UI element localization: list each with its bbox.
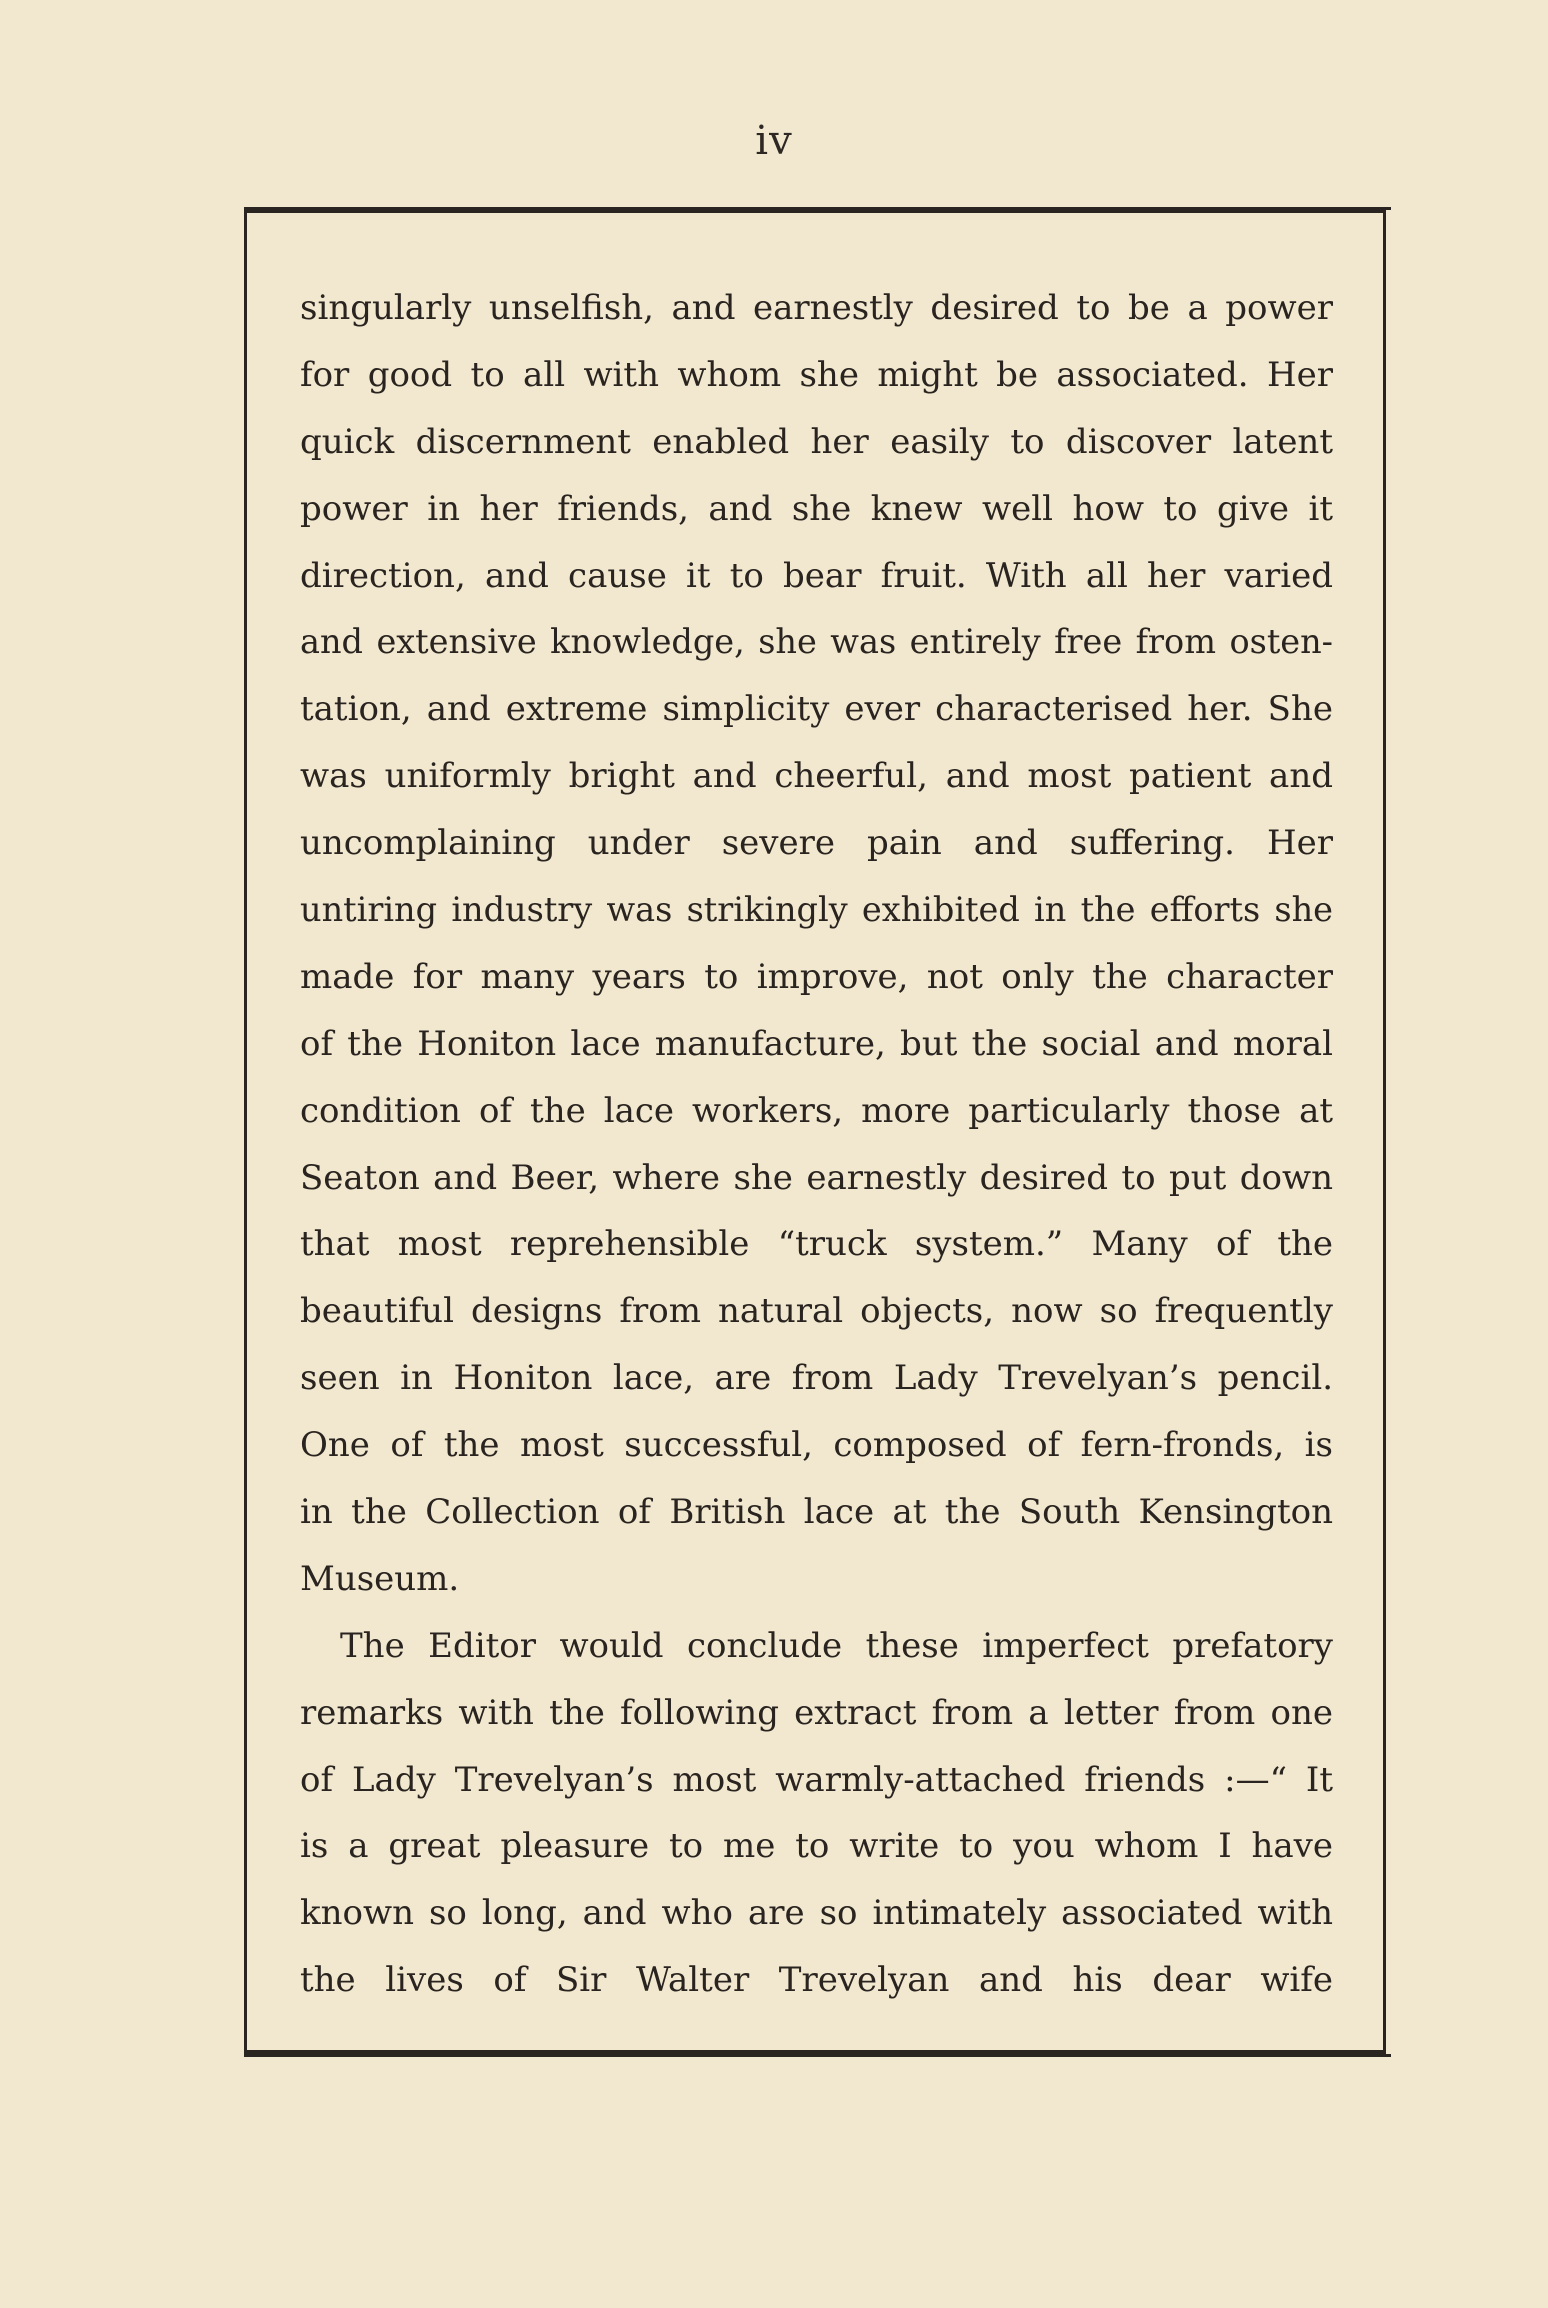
text-line: uncomplaining under severe pain and suffering. Her [300,823,1333,864]
text-line: beautiful designs from natural objects, now so frequently [300,1291,1333,1332]
body-text [300,275,1333,2014]
text-line: the lives of Sir Walter Trevelyan and his dear wife [300,1960,1333,2001]
text-line: singularly unselfish, and earnestly desired to be a power [300,288,1333,328]
text-line: One of the most successful, composed of fern-fronds, is [300,1425,1333,1466]
text-line: was uniformly bright and cheerful, and most patient and [300,756,1333,797]
text-line: made for many years to improve, not only the character [300,956,1333,997]
text-line: power in her friends, and she knew well how to give it [300,488,1333,529]
text-line: that most reprehensible “truck system.” Many of the [300,1224,1333,1265]
text-line: condition of the lace workers, more particularly those at [300,1090,1333,1131]
text-line: direction, and cause it to bear fruit. With all her varied [300,555,1333,596]
text-line: in the Collection of British lace at the South Kensington [300,1492,1333,1533]
text-line: untiring industry was strikingly exhibited in the efforts she [300,890,1333,930]
text-line: is a great pleasure to me to write to you whom I have [300,1826,1333,1867]
text-frame [244,210,1386,2054]
page-number: iv [755,118,793,164]
text-line: seen in Honiton lace, are from Lady Trevelyan’s pencil. [300,1358,1333,1399]
text-line: of the Honiton lace manufacture, but the social and moral [300,1023,1333,1064]
paragraph-start-line: The Editor would conclude these imperfect prefatory [340,1625,1333,1666]
text-line: and extensive knowledge, she was entirely free from osten- [300,622,1333,662]
text-line: known so long, and who are so intimately associated with [300,1893,1333,1934]
text-line: Museum. [300,1558,460,1599]
text-line: tation, and extreme simplicity ever characterised her. She [300,689,1333,730]
text-line: of Lady Trevelyan’s most warmly-attached friends :—“ It [300,1759,1333,1800]
text-line: Seaton and Beer, where she earnestly desired to put down [300,1157,1333,1198]
text-line: remarks with the following extract from a letter from one [300,1692,1333,1733]
text-line: for good to all with whom she might be associated. Her [300,354,1333,395]
text-line: quick discernment enabled her easily to discover latent [300,421,1333,462]
